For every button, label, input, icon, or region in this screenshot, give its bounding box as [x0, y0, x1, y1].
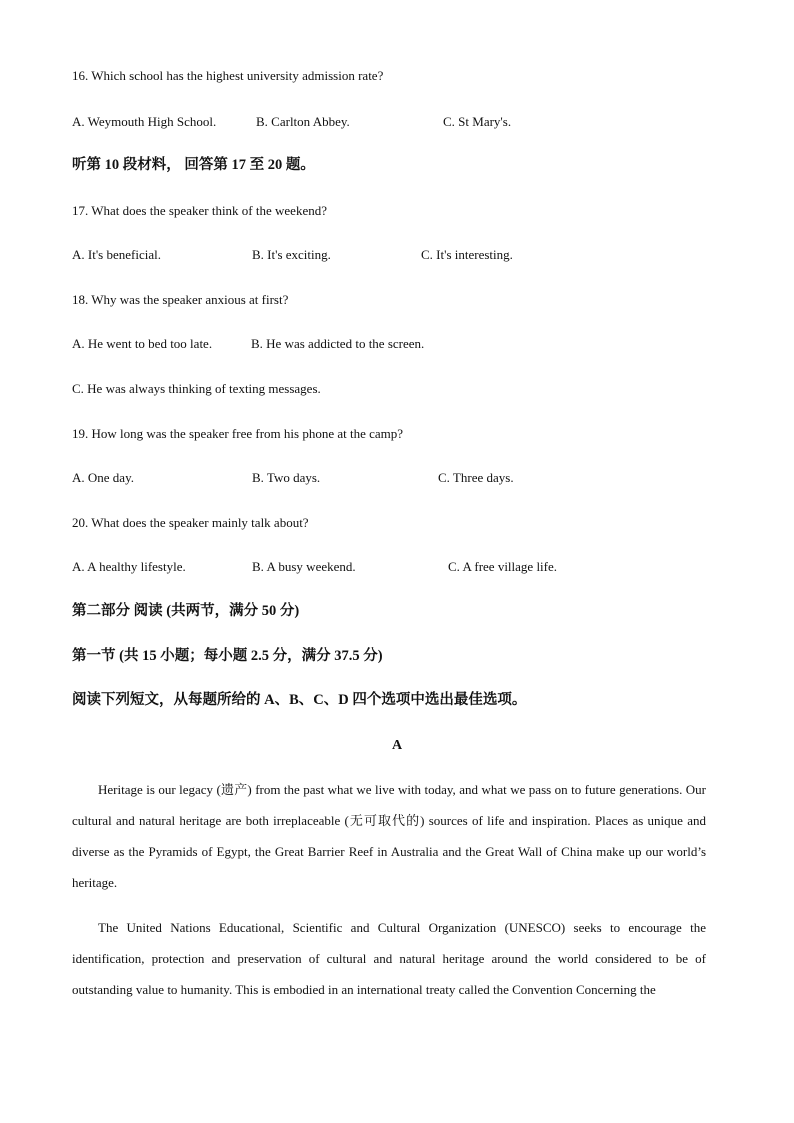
q20-option-b: B. A busy weekend. — [252, 559, 356, 574]
q18-option-a: A. He went to bed too late. — [72, 336, 213, 351]
q19-option-c: C. Three days. — [438, 470, 514, 485]
q20-option-a: A. A healthy lifestyle. — [72, 559, 186, 574]
section-10-heading: 听第 10 段材料， 回答第 17 至 20 题。 — [72, 157, 315, 173]
question-17: 17. What does the speaker think of the weekend? — [72, 203, 327, 218]
q16-option-a: A. Weymouth High School. — [72, 114, 217, 129]
q17-option-b: B. It's exciting. — [252, 247, 331, 262]
q18-option-c: C. He was always thinking of texting messages. — [72, 381, 321, 396]
q19-option-b: B. Two days. — [252, 470, 321, 485]
q18-option-b: B. He was addicted to the screen. — [251, 336, 425, 351]
q16-option-c: C. St Mary's. — [443, 114, 512, 129]
question-20: 20. What does the speaker mainly talk about? — [72, 515, 309, 530]
q20-option-c: C. A free village life. — [448, 559, 558, 574]
part-2-heading: 第二部分 阅读 (共两节，满分 50 分) — [72, 603, 300, 619]
passage-paragraph-1: Heritage is our legacy (遗产) from the past what we live with today, and what we pass on to future generations. Our cultural and natural heritage are both irreplaceable (无可取代的) sources of life and inspiration. Places as unique and diverse as the Pyramids of Egypt, the Great Barrier Reef in Australia and the Great Wall of China make up our world’s heritage. — [72, 782, 706, 890]
q16-option-b: B. Carlton Abbey. — [256, 114, 350, 129]
question-19: 19. How long was the speaker free from his phone at the camp? — [72, 426, 404, 441]
passage-paragraph-2: The United Nations Educational, Scientific and Cultural Organization (UNESCO) seeks to encourage the identification, protection and preservation of cultural and natural heritage around the world considered to be of outstanding value to humanity. This is embodied in an international treaty called the Convention Concerning the — [72, 920, 706, 997]
question-16: 16. Which school has the highest university admission rate? — [72, 68, 384, 83]
q17-option-c: C. It's interesting. — [421, 247, 513, 262]
reading-instruction: 阅读下列短文，从每题所给的 A、B、C、D 四个选项中选出最佳选项。 — [72, 692, 527, 708]
q17-option-a: A. It's beneficial. — [72, 247, 161, 262]
question-18: 18. Why was the speaker anxious at first? — [72, 292, 289, 307]
passage-title: A — [391, 738, 403, 753]
q19-option-a: A. One day. — [72, 470, 134, 485]
section-1-heading: 第一节 (共 15 小题；每小题 2.5 分，满分 37.5 分) — [72, 648, 383, 664]
